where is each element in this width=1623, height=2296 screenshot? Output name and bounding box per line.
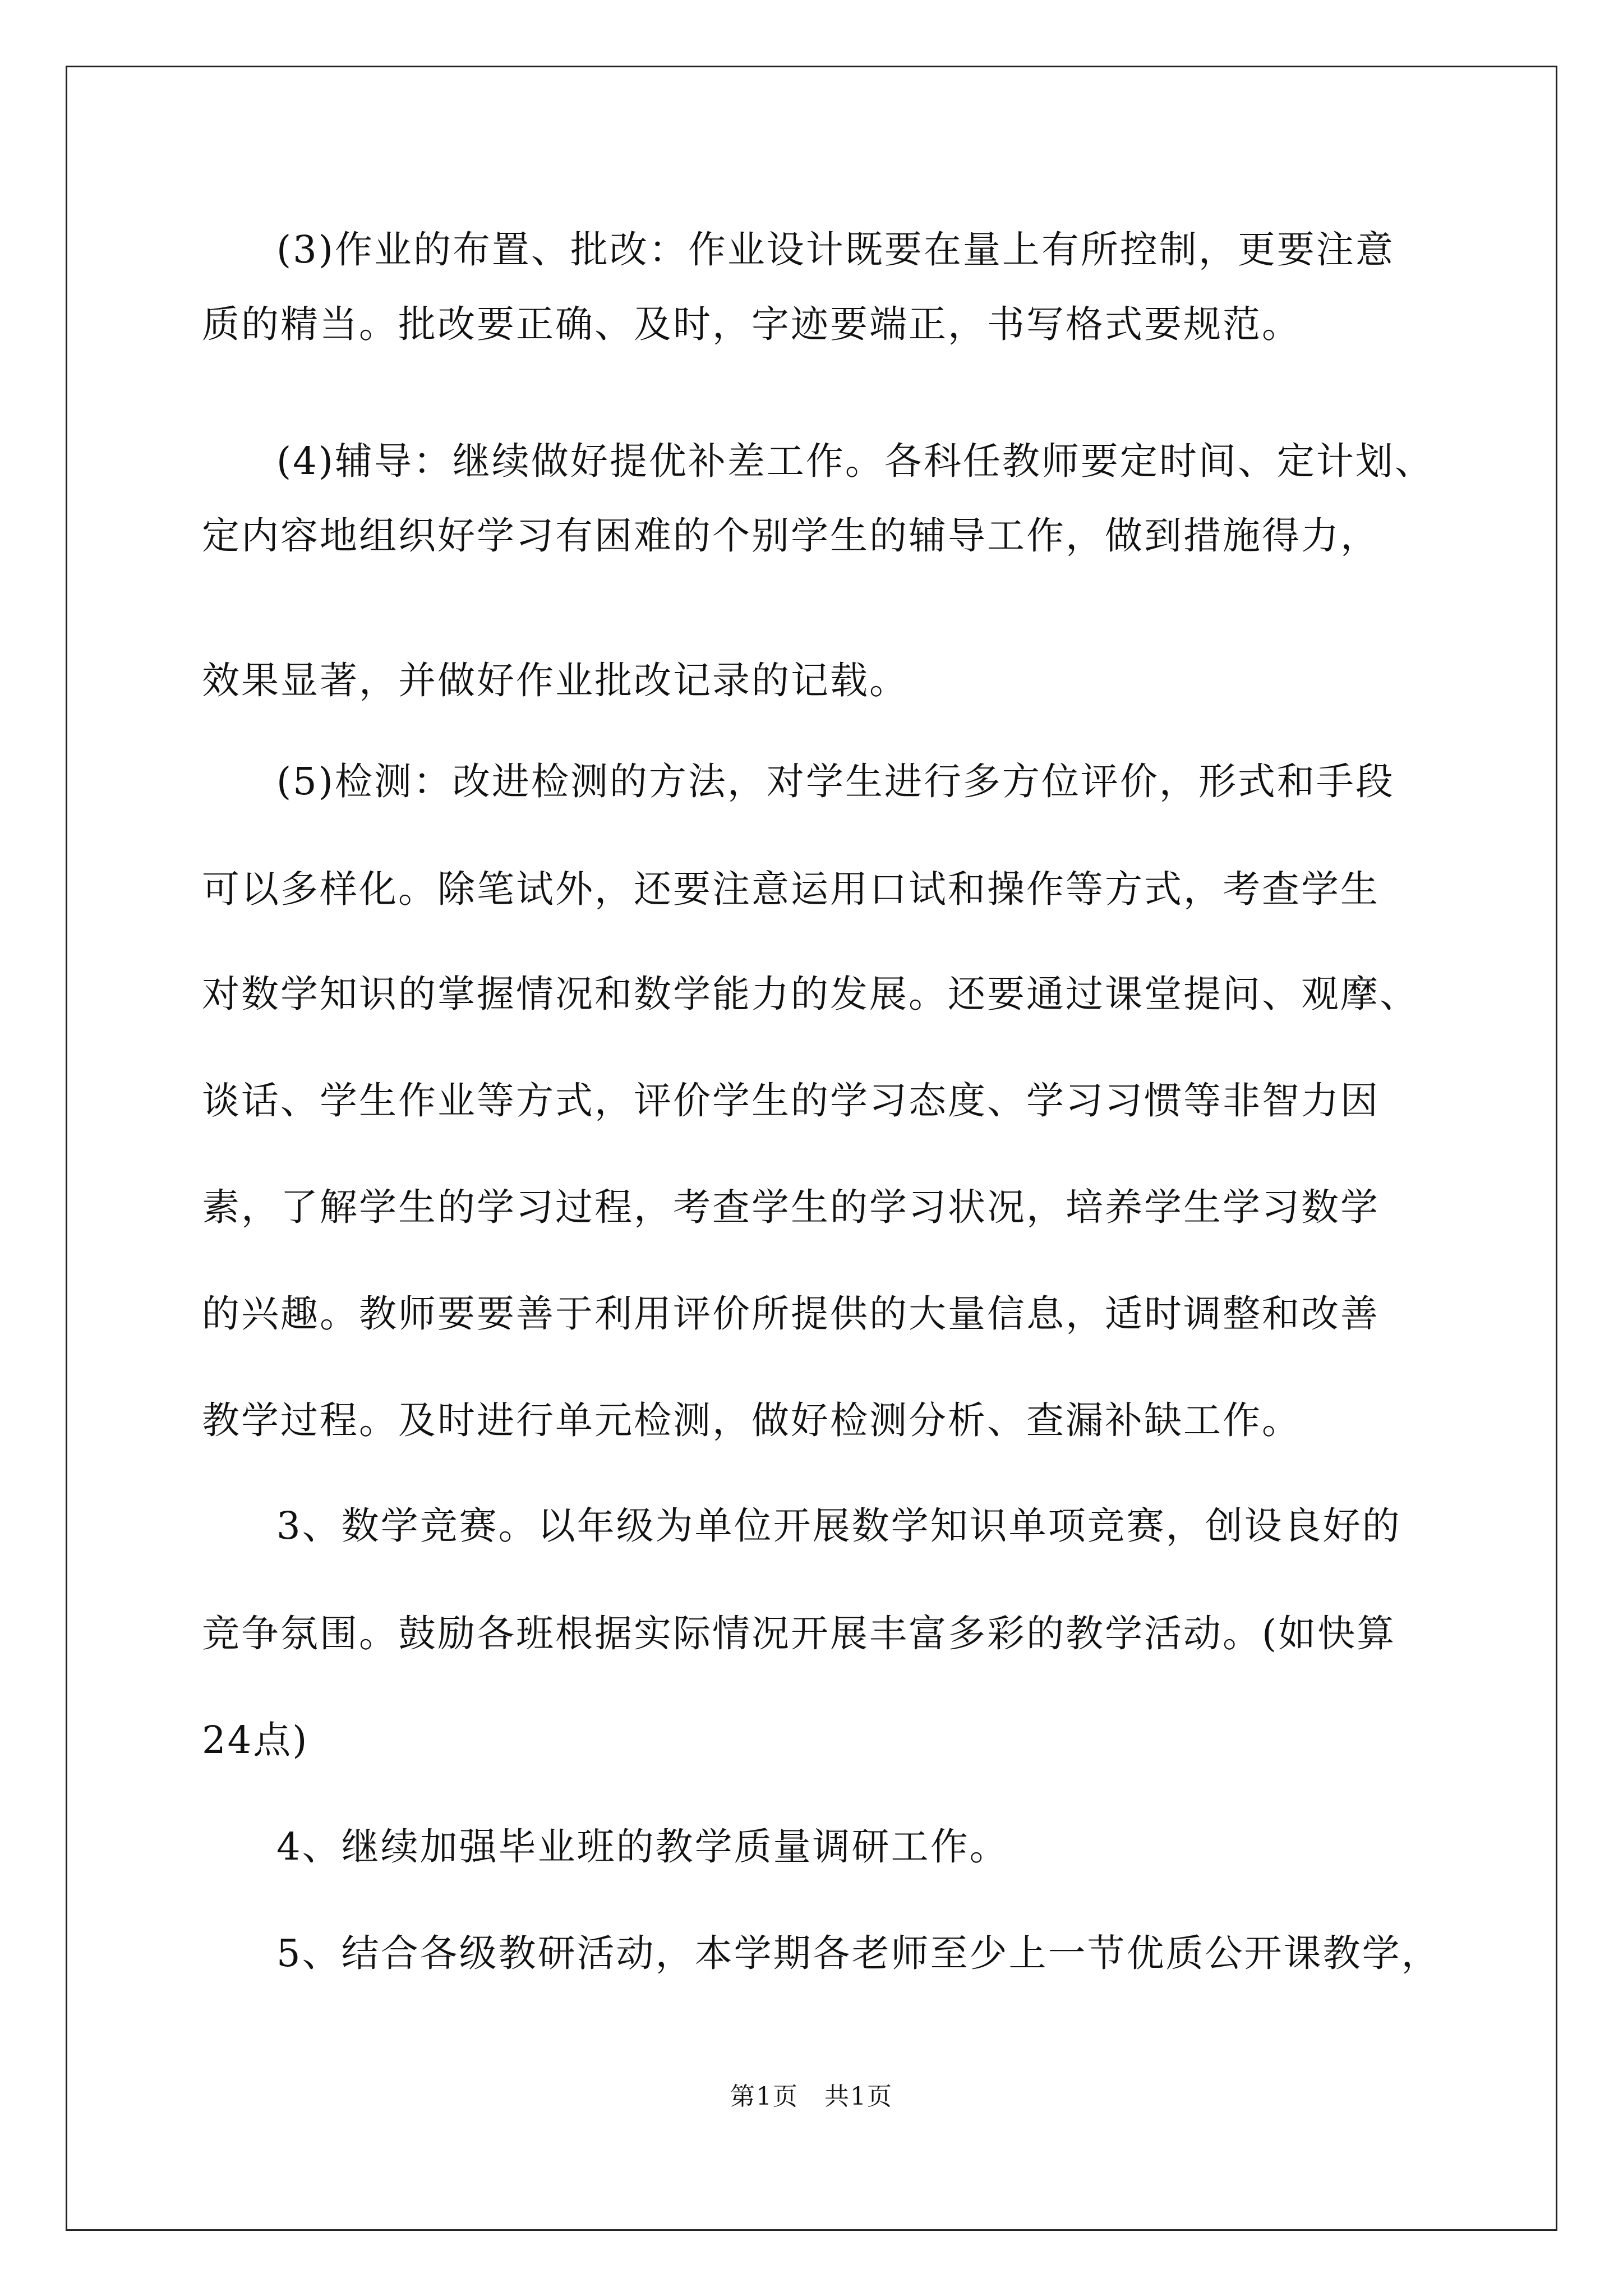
page-number-footer: 第1页 共1页 [730, 2082, 893, 2111]
text-line: 可以多样化。除笔试外，还要注意运用口试和操作等方式，考查学生 [202, 867, 1380, 911]
text-line: 教学过程。及时进行单元检测，做好检测分析、查漏补缺工作。 [202, 1398, 1301, 1442]
text-line: 3、数学竞赛。以年级为单位开展数学知识单项竞赛，创设良好的 [276, 1504, 1401, 1548]
text-line: (4)辅导：继续做好提优补差工作。各科任教师要定时间、定计划、 [276, 439, 1434, 483]
page-border [66, 66, 1557, 2231]
text-line: (5)检测：改进检测的方法，对学生进行多方位评价，形式和手段 [276, 760, 1395, 803]
text-line: 谈话、学生作业等方式，评价学生的学习态度、学习习惯等非智力因 [202, 1079, 1380, 1122]
text-line: 4、继续加强毕业班的教学质量调研工作。 [276, 1825, 1009, 1869]
text-line: 5、结合各级教研活动，本学期各老师至少上一节优质公开课教学， [276, 1931, 1441, 1975]
text-line: (3)作业的布置、批改：作业设计既要在量上有所控制，更要注意 [276, 228, 1395, 272]
text-line: 素，了解学生的学习过程，考查学生的学习状况，培养学生学习数学 [202, 1185, 1380, 1229]
text-line: 对数学知识的掌握情况和数学能力的发展。还要通过课堂提问、观摩、 [202, 972, 1419, 1016]
text-line: 效果显著，并做好作业批改记录的记载。 [202, 659, 909, 702]
text-line: 24点) [202, 1718, 309, 1762]
text-line: 质的精当。批改要正确、及时，字迹要端正，书写格式要规范。 [202, 302, 1301, 346]
text-line: 的兴趣。教师要要善于利用评价所提供的大量信息，适时调整和改善 [202, 1292, 1380, 1336]
text-line: 定内容地组织好学习有困难的个别学生的辅导工作，做到措施得力， [202, 514, 1380, 558]
text-line: 竞争氛围。鼓励各班根据实际情况开展丰富多彩的教学活动。(如快算 [202, 1612, 1396, 1655]
